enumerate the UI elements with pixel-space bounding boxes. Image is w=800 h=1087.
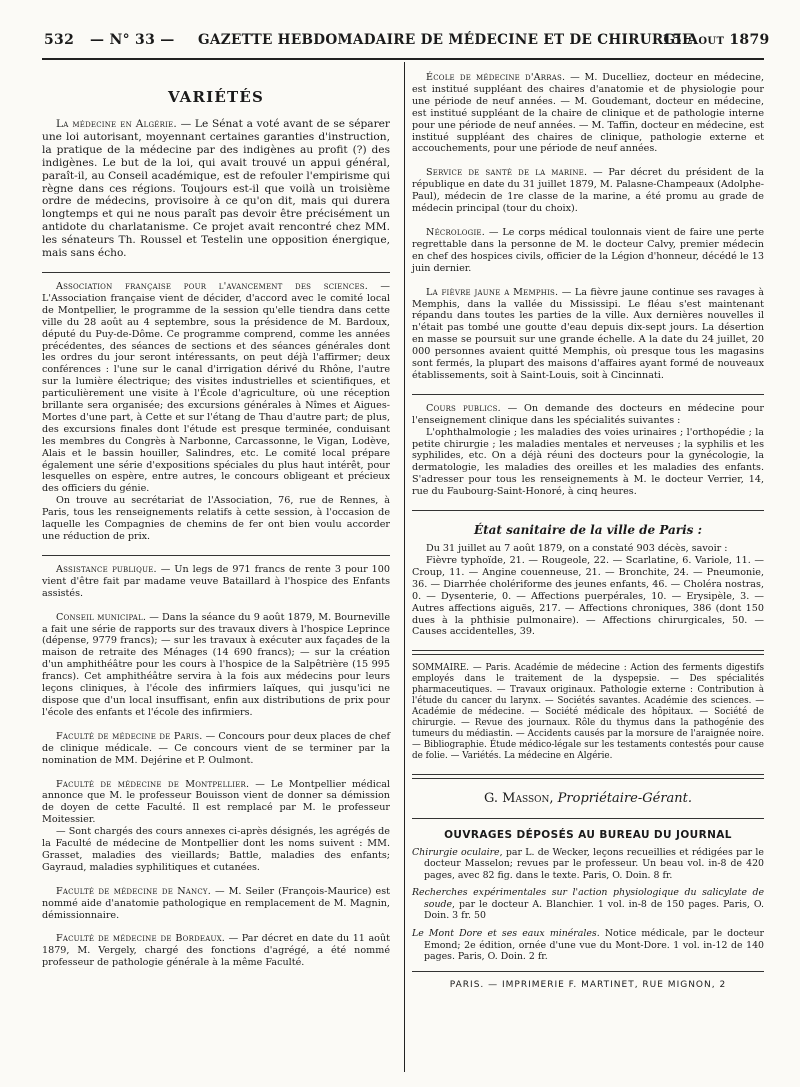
article-faculte-montpellier [42, 779, 390, 874]
ouvrage-text: . Notice médicale, par le docteur Emond; 2e édition, ornée d'une vue du Mont-Dore. 1 vol. in-12 de 140 pages. Paris, O. Doin. 2 fr. [424, 928, 764, 963]
article-heading: École de médecine d'Arras. [426, 72, 566, 83]
article-text: Du 31 juillet au 7 août 1879, on a constaté 903 décès, savoir : [426, 543, 728, 555]
publisher-name: G. Masson, [483, 790, 554, 806]
ouvrage-item [412, 847, 764, 882]
article-heading: La fièvre jaune a Memphis. [426, 286, 559, 298]
header-rule [42, 58, 764, 60]
page-number: 532 [44, 32, 75, 48]
separator [42, 272, 390, 273]
ouvrage-title: Recherches expérimentales sur l'action physiologique du salicylate de soude [412, 887, 764, 910]
article-heading: Cours publics. [426, 402, 501, 414]
article-text: — On demande des docteurs en médecine pour l'enseignement clinique dans les spécialités suivantes : [412, 402, 765, 426]
article-marine [412, 167, 764, 215]
sommaire-text: — Paris. Académie de médecine : Action des ferments digestifs employés dans le traitement de la dyspepsie. — Des spécialités pharmaceutiques. — Travaux originaux. Pathologie externe : Contribution à l'étude du cancer du larynx. — Sociétés savantes. Académie des sciences. — Académie de médecine. — Société médicale des hôpitaux. — Société de chirurgie. — Revue des journaux. Rôle du thymus dans la pathogénie des tumeurs du médiastin. — Accidents causés par la morsure de l'araignée noire. — Bibliographie. Étude médico-légale sur les testaments contestés pour cause de folie. — Variétés. La médecine en Algérie. [412, 663, 764, 761]
ouvrage-item [412, 928, 764, 963]
article-heading: Conseil municipal. [56, 611, 147, 623]
article-text: On trouve au secrétariat de l'Association, 76, rue de Rennes, à Paris, tous les renseignements relatifs à cette session, à l'occasion de laquelle les Compagnies de chemins de fer ont bien voulu accorder une réduction de prix. [42, 495, 390, 542]
double-rule [412, 650, 764, 655]
column-divider [404, 62, 405, 1072]
sommaire [412, 663, 764, 761]
publisher-title: Propriétaire-Gérant. [557, 790, 693, 806]
ouvrage-title: Chirurgie oculaire [412, 846, 500, 858]
article-heading: Faculté de médecine de Nancy. [56, 885, 212, 897]
article-heading: Faculté de médecine de Paris. [56, 730, 203, 742]
right-column [412, 72, 764, 990]
left-column [42, 68, 390, 981]
article-text: — Concours pour deux places de chef de clinique médicale. — Ce concours vient de se terminer par la nomination de MM. Dejérine et P. Oulmont. [42, 730, 391, 766]
article-text: — La fièvre jaune continue ses ravages à Memphis, dans la vallée du Mississipi. Le fléau s'est maintenant répandu dans toutes les parties de la ville. Aux dernières nouvelles il n'était pas tombé une goutte d'eau depuis dix-sept jours. La désertion en masse se poursuit sur une grande échelle. A la date du 24 juillet, 20 000 personnes avaient quitté Memphis, où presque tous les magasins sont fermés, la plupart des maisons d'affaires ayant formé de nouveaux établissements, soit à Saint-Louis, soit à Cincinnati. [412, 286, 764, 381]
article-memphis [412, 287, 764, 382]
article-association [42, 281, 390, 543]
issue-number: — N° 33 — [90, 32, 175, 48]
article-algerie [42, 118, 390, 260]
article-text: Fièvre typhoïde, 21. — Rougeole, 22. — Scarlatine, 6. Variole, 11. — Croup, 11. — Angine couenneuse, 21. — Bronchite, 24. — Pneumonie, 36. — Diarrhée cholériforme des jeunes enfants, 46. — Choléra nostras, 0. — Dysenterie, 0. — Affections puerpérales, 10. — Erysipèle, 3. — Autres affections aiguës, 217. — Affections chroniques, 386 (dont 150 dues à la phthisie pulmonaire). — Affections chirurgicales, 50. — Causes accidentelles, 39. [412, 555, 764, 638]
article-etat-sanitaire [412, 543, 764, 638]
separator [412, 818, 764, 819]
article-text: — Le Montpellier médical annonce que M. le professeur Bouisson vient de donner sa démission de doyen de cette Faculté. Il est remplacé par M. le professeur Moitessier. [42, 778, 390, 826]
publisher-line [412, 791, 764, 806]
article-heading: Nécrologie. [426, 226, 485, 238]
article-cours-publics [412, 403, 764, 498]
article-arras [412, 72, 764, 155]
article-heading: Faculté de médecine de Montpellier. [56, 778, 250, 790]
article-heading: Service de santé de la marine. [426, 167, 588, 179]
article-text: — Sont chargés des cours annexes ci-après désignés, les agrégés de la Faculté de médecine de Montpellier dont les noms suivent : MM. Grasset, maladies des vieillards; Battle, maladies des enfants; Gayraud, maladies syphilitiques et cutanées. [42, 826, 390, 873]
article-faculte-nancy [42, 886, 390, 922]
article-heading: Association française pour l'avancement des sciences. [56, 280, 369, 292]
ouvrage-text: , par L. de Wecker, leçons recueillies et rédigées par le docteur Masselon; revues par le professeur. Un beau vol. in-8 de 420 pages, avec 82 fig. dans le texte. Paris, O. Doin. 8 fr. [424, 846, 764, 881]
separator [412, 394, 764, 395]
ouvrages-title: OUVRAGES DÉPOSÉS AU BUREAU DU JOURNAL [444, 828, 732, 841]
double-rule [412, 774, 764, 779]
imprimerie-line: PARIS. — IMPRIMERIE F. MARTINET, RUE MIGNON, 2 [449, 979, 727, 990]
article-heading: La médecine en Algérie. [56, 118, 177, 130]
article-faculte-paris [42, 731, 390, 767]
article-text: L'ophthalmologie ; les maladies des voies urinaires ; l'orthopédie ; la petite chirurgie ; les maladies mentales et nerveuses ; la syphilis et les syphilides, etc. On a déjà réuni des docteurs pour la gynécologie, la dermatologie, les maladies des oreilles et les maladies des enfants. S'adresser pour tous les renseignements à M. le docteur Verrier, 14, rue du Faubourg-Saint-Honoré, à cinq heures. [412, 426, 764, 498]
ouvrage-text: , par le docteur A. Blanchier. 1 vol. in-8 de 150 pages. Paris, O. Doin. 3 fr. 50 [424, 898, 764, 922]
article-necrologie [412, 227, 764, 275]
ouvrage-item [412, 887, 764, 922]
separator [42, 555, 390, 556]
separator [412, 971, 764, 972]
article-text: — L'Association française vient de décider, d'accord avec le comité local de Montpellier, le programme de la session qu'elle tiendra dans cette ville du 28 août au 4 septembre, sous la présidence de M. Bardoux, député du Puy-de-Dôme. Ce programme comprend, comme les années précédentes, des séances de sections et des séances générales dont les ordres du jour seront intéressants, on peut déjà l'affirmer; deux conférences : l'une sur le canal d'irrigation dérivé du Rhône, l'autre sur la lumière électrique; des visites industrielles et scientifiques, et particulièrement une visite à l'École d'agriculture, où une réception brillante sera organisée; des excursions générales à Nîmes et Aigues-Mortes d'une part, à Cette et sur l'étang de Thau d'autre part; de plus, des excursions finales dont l'étude est presque terminée, conduisant les membres du Congrès à Narbonne, Carcassonne, le Vigan, Lodève, Alais et le bassin houiller, Salindres, etc. Le comité local prépare également une série d'expositions spéciales du plus haut intérêt, pour lesquelles on espère, entre autres, le concours obligeant et précieux des officiers du génie. [42, 280, 390, 495]
article-text: — Dans la séance du 9 août 1879, M. Bourneville a fait une série de rapports sur des travaux divers à l'hospice Leprince (dépense, 9779 francs); — sur les travaux à exécuter aux façades de la maison de retraite des Ménages (14 690 francs); — sur la création d'un amphithéâtre pour les cours à l'hospice de la Salpêtrière (15 995 francs). Cet amphithéâtre servira à la fois aux médecins pour leurs leçons cliniques, à l'école des infirmiers laïques, qui jusqu'ici ne dispose que d'un local insuffisant, enfin aux distributions de prix pour l'école des enfants et l'école des infirmiers. [42, 611, 391, 718]
ouvrage-title: Le Mont Dore et ses eaux minérales [412, 928, 597, 940]
issue-date: 15 Aout 1879 [662, 32, 770, 48]
journal-title: GAZETTE HEBDOMADAIRE DE MÉDECINE ET DE CHIRURGIE [198, 32, 693, 48]
article-text: — Un legs de 971 francs de rente 3 pour 100 vient d'être fait par madame veuve Bataillard à l'hospice des Enfants assistés. [42, 563, 390, 599]
article-text: — M. Ducelliez, docteur en médecine, est institué suppléant des chaires d'anatomie et de physiologie pour une période de neuf années. — M. Goudemant, docteur en médecine, est institué suppléant de la chaire de clinique et de pathologie interne pour une période de neuf années. — M. Taffin, docteur en médecine, est institué suppléant des chaires de clinique, pathologie externe et accouchements, pour une période de neuf années. [412, 72, 764, 155]
article-text: — Le corps médical toulonnais vient de faire une perte regrettable dans la personne de M. le docteur Calvy, premier médecin en chef des hospices civils, officier de la Légion d'honneur, décédé le 13 juin dernier. [412, 226, 764, 274]
separator [412, 510, 764, 511]
article-text: — M. Seiler (François-Maurice) est nommé aide d'anatomie pathologique en remplacement de M. Magnin, démissionnaire. [42, 885, 390, 921]
article-text: — Le Sénat a voté avant de se séparer une loi autorisant, moyennant certaines garanties d'instruction, la pratique de la médecine par des indigènes au profit (?) des indigènes. Le but de la loi, qui avait trouvé un appui général, paraît-il, au Conseil académique, est de refouler l'empirisme qui règne dans ces régions. Toujours est-il que voilà un troisième ordre de médecins, provisoire à ce qu'on dit, mais qui durera longtemps et qui ne nous paraît pas devoir être précisément un antidote du charlatanisme. Ce projet avait rencontré chez MM. les sénateurs Th. Roussel et Testelin une opposition énergique, mais sans écho. [42, 118, 390, 260]
article-text: — Par décret du président de la république en date du 31 juillet 1879, M. Palasne-Champeaux (Adolphe-Paul), médecin de 1re classe de la marine, a été promu au grade de médecin principal (tour du choix). [412, 167, 764, 215]
article-conseil [42, 612, 390, 719]
article-faculte-bordeaux [42, 933, 390, 969]
etat-sanitaire-title: État sanitaire de la ville de Paris : [473, 523, 703, 538]
article-heading: Faculté de médecine de Bordeaux. [56, 933, 226, 945]
article-text: — Par décret en date du 11 août 1879, M. Vergely, chargé des fonctions d'agrégé, a été nommé professeur de pathologie générale à la même Faculté. [42, 933, 390, 969]
article-assistance [42, 564, 390, 600]
article-heading: Assistance publique. [56, 563, 157, 575]
section-title-varietes: VARIÉTÉS [167, 88, 265, 106]
sommaire-heading: SOMMAIRE. [412, 663, 469, 674]
